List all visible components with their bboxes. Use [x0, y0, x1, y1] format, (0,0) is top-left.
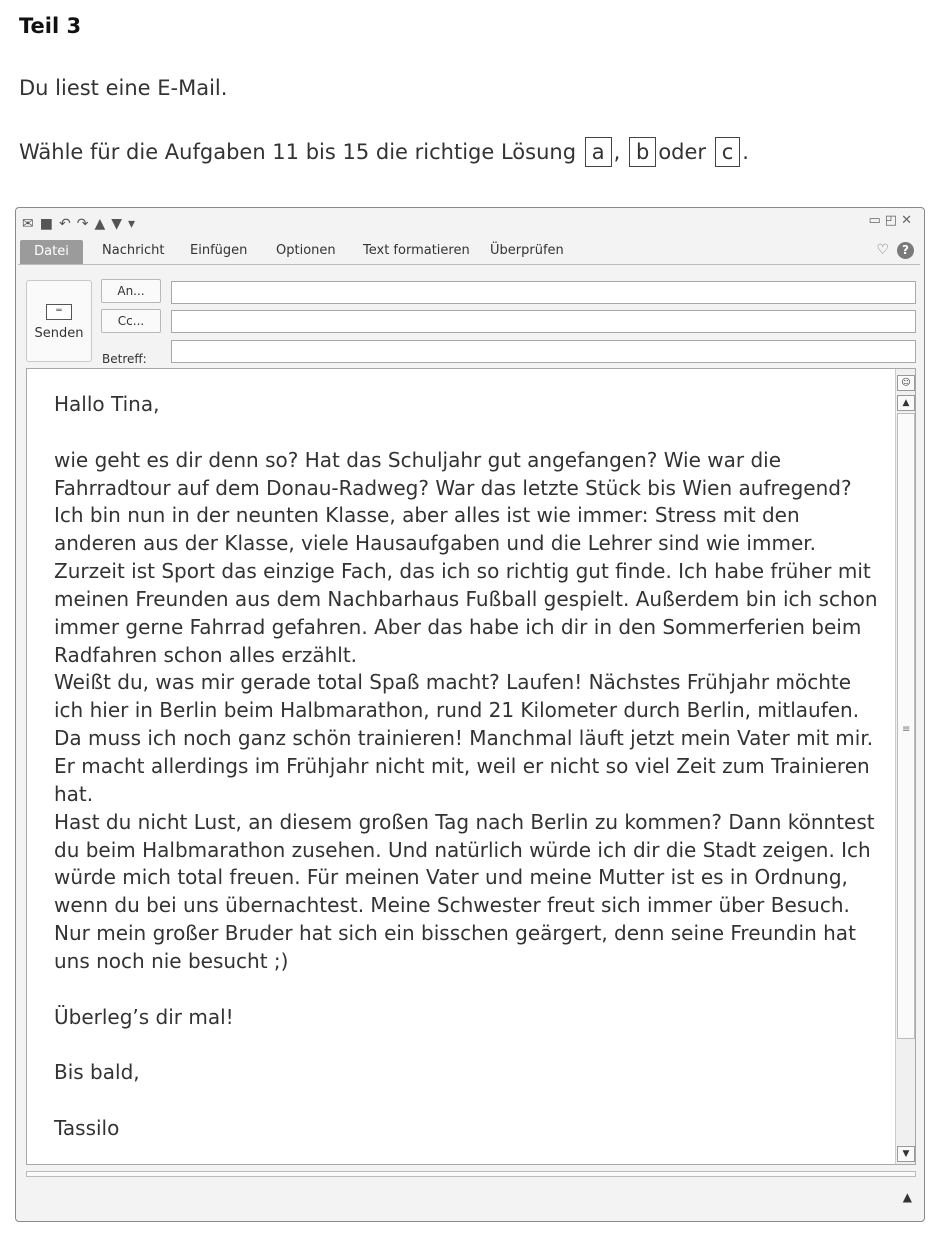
- window-controls: [869, 213, 917, 228]
- vertical-scrollbar[interactable]: [895, 369, 915, 1164]
- down-arrow-icon[interactable]: ▼: [111, 216, 122, 232]
- option-c-box: c: [715, 137, 741, 167]
- tab-datei[interactable]: Datei: [20, 240, 83, 264]
- mail-paragraph-2: Weißt du, was mir gerade total Spaß macht? Laufen! Nächstes Frühjahr möchte ich hier in Berlin beim Halbmarathon, rund 21 Kilometer durch Berlin, mitlaufen. Da muss ich noch ganz schön trainieren! Manchmal läuft jetzt mein Vater mit mir. Er macht allerdings im Frühjahr nicht mit, weil er nicht so viel Zeit zum Trainieren hat.: [54, 670, 874, 806]
- ribbon-right-controls: [876, 242, 914, 259]
- maximize-icon[interactable]: ◰: [884, 213, 902, 228]
- tab-optionen[interactable]: Optionen: [276, 243, 336, 258]
- minimize-icon[interactable]: ▭: [868, 213, 885, 228]
- envelope-icon: ═: [46, 304, 72, 320]
- ruler-toggle-icon[interactable]: ☺: [897, 375, 915, 391]
- save-icon[interactable]: ■: [39, 216, 53, 232]
- undo-icon[interactable]: ↶: [58, 216, 71, 232]
- help-icon[interactable]: ?: [897, 242, 914, 259]
- ribbon-collapse-icon[interactable]: ♡: [876, 242, 889, 258]
- mail-greeting: Hallo Tina,: [54, 392, 160, 416]
- message-body[interactable]: [26, 368, 916, 1165]
- cc-field[interactable]: [171, 310, 916, 333]
- subject-label: Betreff:: [102, 352, 147, 366]
- task-instruction: [19, 137, 749, 167]
- option-b-box: b: [629, 137, 656, 167]
- expand-people-pane-icon[interactable]: ▲: [902, 1190, 912, 1204]
- customize-toolbar-icon[interactable]: ▾: [128, 216, 136, 232]
- scroll-up-icon[interactable]: ▲: [897, 395, 915, 411]
- scrollbar-thumb[interactable]: [897, 413, 915, 1039]
- option-a-box: a: [585, 137, 612, 167]
- blank-line: [54, 419, 884, 447]
- to-field[interactable]: [171, 281, 916, 304]
- email-compose-window: [15, 207, 925, 1222]
- subject-field[interactable]: [171, 340, 916, 363]
- message-header: [26, 276, 918, 368]
- mail-text: [54, 391, 884, 1143]
- mail-closing-1: Überleg’s dir mal!: [54, 1004, 234, 1029]
- tab-nachricht[interactable]: Nachricht: [102, 243, 165, 258]
- quick-access-toolbar: [22, 213, 135, 235]
- task-or: oder: [658, 140, 707, 164]
- task-prefix: Wähle für die Aufgaben 11 bis 15 die richtige Lösung: [19, 140, 577, 164]
- reading-pane-splitter[interactable]: [26, 1171, 916, 1177]
- up-arrow-icon[interactable]: ▲: [94, 216, 106, 232]
- task-separator: ,: [613, 140, 621, 164]
- mail-signature: Tassilo: [54, 1115, 120, 1140]
- tab-text-formatieren[interactable]: Text formatieren: [363, 243, 470, 258]
- send-button[interactable]: [26, 280, 92, 362]
- scroll-down-icon[interactable]: ▼: [897, 1146, 915, 1162]
- mail-closing-2: Bis bald,: [54, 1060, 140, 1085]
- tab-einfuegen[interactable]: Einfügen: [190, 243, 248, 258]
- mail-paragraph-1: wie geht es dir denn so? Hat das Schuljahr gut angefangen? Wie war die Fahrradtour auf dem Donau-Radweg? War das letzte Stück bis Wien aufregend? Ich bin nun in der neunten Klasse, aber alles ist wie immer: Stress mit den anderen aus der Klasse, viele Hausaufgaben und die Lehrer sind wie immer. Zurzeit ist Sport das einzige Fach, das ich so richtig gut finde. Ich habe früher mit meinen Freunden aus dem Nachbarhaus Fußball gespielt. Außerdem bin ich schon immer gerne Fahrrad gefahren. Aber das habe ich dir in den Sommerferien beim Radfahren schon alles erzählt.: [54, 447, 878, 667]
- grip-icon: ≡: [902, 724, 911, 735]
- section-heading: Teil 3: [19, 14, 82, 38]
- ribbon-tabs: [18, 240, 920, 265]
- send-label: Senden: [34, 326, 84, 341]
- task-end: .: [742, 140, 749, 164]
- blank-line: [54, 1031, 884, 1059]
- outlook-icon[interactable]: ✉: [22, 216, 34, 232]
- tab-ueberpruefen[interactable]: Überprüfen: [490, 243, 564, 258]
- close-icon[interactable]: ✕: [901, 213, 916, 228]
- blank-line: [54, 1087, 884, 1115]
- intro-text: Du liest eine E-Mail.: [19, 76, 228, 100]
- mail-paragraph-3: Hast du nicht Lust, an diesem großen Tag nach Berlin zu kommen? Dann könntest du beim Halbmarathon zusehen. Und natürlich würde ich dir die Stadt zeigen. Ich würde mich total freuen. Für meinen Vater und meine Mutter ist es in Ordnung, wenn du bei uns übernachtest. Meine Schwester freut sich immer über Besuch. Nur mein großer Bruder hat sich ein bisschen geärgert, denn seine Freundin hat uns noch nie besucht ;): [54, 809, 875, 973]
- to-button[interactable]: An...: [101, 279, 161, 303]
- cc-button[interactable]: Cc...: [101, 309, 161, 333]
- redo-icon[interactable]: ↷: [76, 216, 89, 232]
- blank-line: [54, 976, 884, 1004]
